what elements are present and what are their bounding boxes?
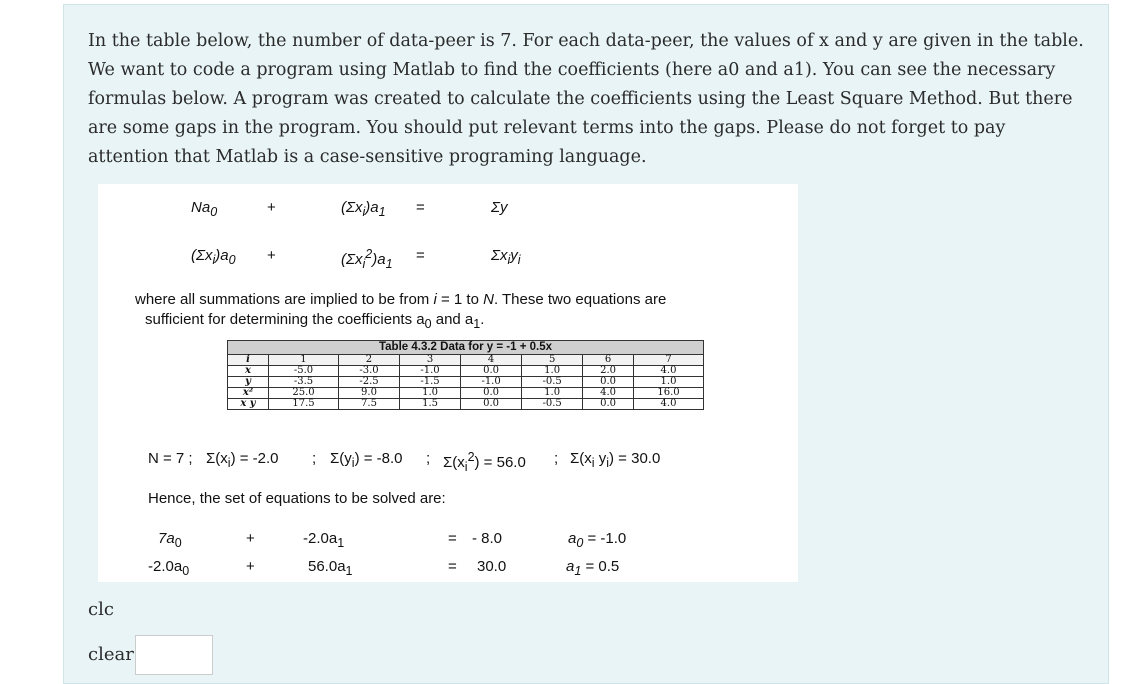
sys2-rhs: 30.0 [477,558,507,575]
table-cell: 16.0 [634,388,704,399]
table-cell: -1.5 [400,377,461,388]
table-cell: 4 [461,355,522,366]
table-cell: 9.0 [338,388,399,399]
formula-figure [98,184,798,582]
table-row-label: x² [228,388,269,399]
table-cell: -3.5 [269,377,339,388]
eq2-equals: = [416,247,425,264]
sys2-b: $56.0a_1$ [308,558,353,578]
table-cell: -0.5 [522,399,583,410]
sum-x2: $\Sigma(x_i^2) = 56.0$ [443,450,526,474]
sum-y: $\Sigma(y_i) = -8.0$ [330,450,403,470]
summation-note: where all summations are implied to be from i = 1 to N. These two equations are sufficient for determining the coefficients $a_0$ and $a_1$. [135,291,667,331]
eq2-middle: $(\Sigma x_i^2)a_1$ [341,247,393,271]
sum-sep-1: ; [312,450,317,467]
hence-text: Hence, the set of equations to be solved are: [148,490,446,507]
sys1-solution: $a_0 = -1.0$ [568,530,627,550]
table-cell: -3.0 [338,366,399,377]
table-cell: -1.0 [461,377,522,388]
question-intro: In the table below, the number of data-peer is 7. For each data-peer, the values of x and y are given in the table. We want to code a program using Matlab to find the coefficients (here a0 and a1). You can see the necessary formulas below. A program was created to calculate the coefficients using the Least Square Method. But there are some gaps in the program. You should put relevant terms into the gaps. Please do not forget to pay attention that Matlab is a case-sensitive programing language. [88,31,1084,167]
code-line-clc: clc [88,599,114,620]
table-cell: -0.5 [522,377,583,388]
table-row [228,377,704,388]
table-cell: 2 [338,355,399,366]
table-cell: 0.0 [461,399,522,410]
table-cell: 4.0 [634,366,704,377]
sum-x: $\Sigma(x_i) = -2.0$ [206,450,279,470]
eq2-plus: + [267,247,276,264]
table-row [228,388,704,399]
table-caption: Table 4.3.2 Data for y = -1 + 0.5x [227,340,704,354]
table-row [228,399,704,410]
table-cell: 0.0 [461,388,522,399]
sys1-rhs: - 8.0 [472,530,503,547]
sys2-a: $-2.0a_0$ [148,558,190,578]
sys1-eq: = [448,530,457,547]
sys1-a: $7a_0$ [158,530,182,550]
sum-n: N = 7 ; [148,450,193,467]
sys1-b: $-2.0a_1$ [303,530,345,550]
table-cell: 1.0 [400,388,461,399]
table-cell: 1 [269,355,339,366]
eq1-left: $Na_0$ [191,199,218,219]
table-cell: 1.5 [400,399,461,410]
table-row-label: i [228,355,269,366]
table-cell: 17.5 [269,399,339,410]
eq2-left: $(\Sigma x_i)a_0$ [191,247,236,267]
table-cell: 5 [522,355,583,366]
data-table [227,340,704,410]
sum-xy: $\Sigma(x_i$ $y_i) = 30.0$ [570,450,661,470]
table-cell: 4.0 [583,388,634,399]
sys2-plus: + [246,558,255,575]
table-cell: 6 [583,355,634,366]
table-row-label: y [228,377,269,388]
table-cell: 7.5 [338,399,399,410]
code-line-clear: clear [88,644,134,665]
table-row-label: x y [228,399,269,410]
table-row [228,366,704,377]
sum-sep-3: ; [554,450,559,467]
table-cell: 1.0 [634,377,704,388]
eq1-plus: + [267,199,276,216]
sum-sep-2: ; [426,450,431,467]
table-cell: 7 [634,355,704,366]
sys2-eq: = [448,558,457,575]
table-cell: 0.0 [461,366,522,377]
table-cell: -5.0 [269,366,339,377]
table-cell: 3 [400,355,461,366]
eq1-right: Σy [491,199,508,216]
table-cell: 0.0 [583,377,634,388]
table-cell: 25.0 [269,388,339,399]
sys1-plus: + [246,530,255,547]
table-row [228,355,704,366]
eq2-right: $\Sigma x_iy_i$ [491,247,521,267]
table-cell: 2.0 [583,366,634,377]
table-cell: -2.5 [338,377,399,388]
eq1-middle: $(\Sigma x_i)a_1$ [341,199,386,219]
eq1-equals: = [416,199,425,216]
gap-input-1[interactable] [135,635,213,675]
table-cell: -1.0 [400,366,461,377]
table-cell: 1.0 [522,366,583,377]
question-panel [63,4,1109,684]
table-cell: 4.0 [634,399,704,410]
table-cell: 0.0 [583,399,634,410]
table-cell: 1.0 [522,388,583,399]
sys2-solution: $a_1 = 0.5$ [566,558,620,578]
table-row-label: x [228,366,269,377]
